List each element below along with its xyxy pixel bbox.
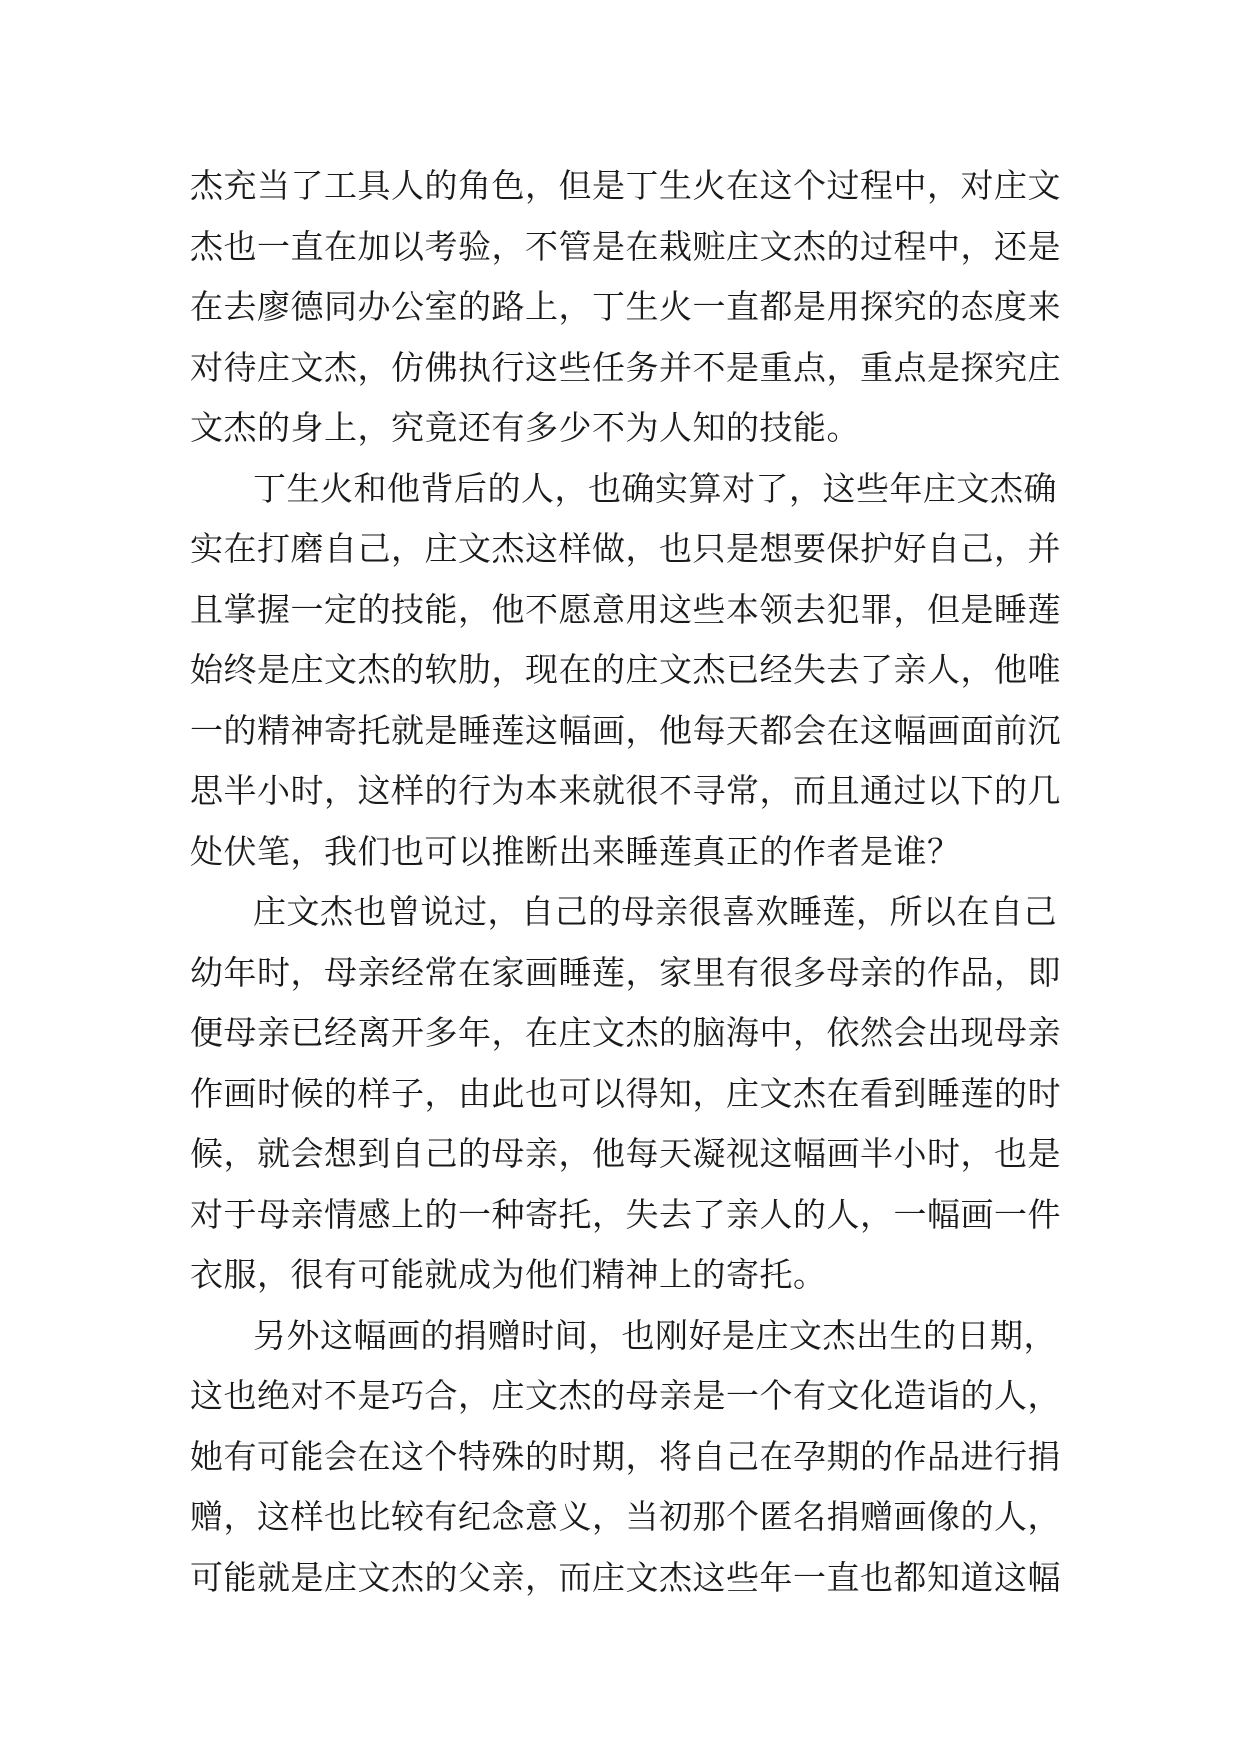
paragraph-first-line: 庄文杰也曾说过，自己的母亲很喜欢睡莲，所以在自己 [253,892,1057,931]
text-line: 实在打磨自己，庄文杰这样做，也只是想要保护好自己，并 [190,529,1061,568]
text-line: 始终是庄文杰的软肋，现在的庄文杰已经失去了亲人，他唯 [190,650,1061,689]
text-line: 文杰的身上，究竟还有多少不为人知的技能。 [190,408,860,447]
text-line: 杰也一直在加以考验，不管是在栽赃庄文杰的过程中，还是 [190,226,1061,266]
text-line: 这也绝对不是巧合，庄文杰的母亲是一个有文化造诣的人， [190,1376,1061,1415]
text-line: 对于母亲情感上的一种寄托，失去了亲人的人，一幅画一件 [190,1194,1061,1234]
text-line: 可能就是庄文杰的父亲，而庄文杰这些年一直也都知道这幅 [190,1557,1061,1597]
text-line: 处伏笔，我们也可以推断出来睡莲真正的作者是谁？ [190,831,961,871]
text-line: 作画时候的样子，由此也可以得知，庄文杰在看到睡莲的时 [190,1073,1061,1113]
text-line: 幼年时，母亲经常在家画睡莲，家里有很多母亲的作品，即 [190,952,1061,992]
text-line: 思半小时，这样的行为本来就很不寻常，而且通过以下的几 [190,771,1061,810]
text-line: 候，就会想到自己的母亲，他每天凝视这幅画半小时，也是 [190,1134,1061,1173]
text-line: 便母亲已经离开多年，在庄文杰的脑海中，依然会出现母亲 [190,1013,1061,1052]
text-line: 赠，这样也比较有纪念意义，当初那个匿名捐赠画像的人， [190,1497,1061,1536]
paragraph-first-line: 另外这幅画的捐赠时间，也刚好是庄文杰出生的日期， [253,1315,1057,1355]
body-text [190,156,1061,1608]
text-line: 衣服，很有可能就成为他们精神上的寄托。 [190,1255,827,1294]
text-line: 一的精神寄托就是睡莲这幅画，他每天都会在这幅画面前沉 [190,710,1061,750]
text-line: 在去廖德同办公室的路上，丁生火一直都是用探究的态度来 [190,287,1061,326]
paragraph-first-line: 丁生火和他背后的人，也确实算对了，这些年庄文杰确 [253,468,1057,508]
text-line: 对待庄文杰，仿佛执行这些任务并不是重点，重点是探究庄 [190,347,1061,387]
text-line: 她有可能会在这个特殊的时期，将自己在孕期的作品进行捐 [190,1436,1061,1476]
text-line: 且掌握一定的技能，他不愿意用这些本领去犯罪，但是睡莲 [190,589,1061,629]
text-line: 杰充当了工具人的角色，但是丁生火在这个过程中，对庄文 [190,166,1061,205]
